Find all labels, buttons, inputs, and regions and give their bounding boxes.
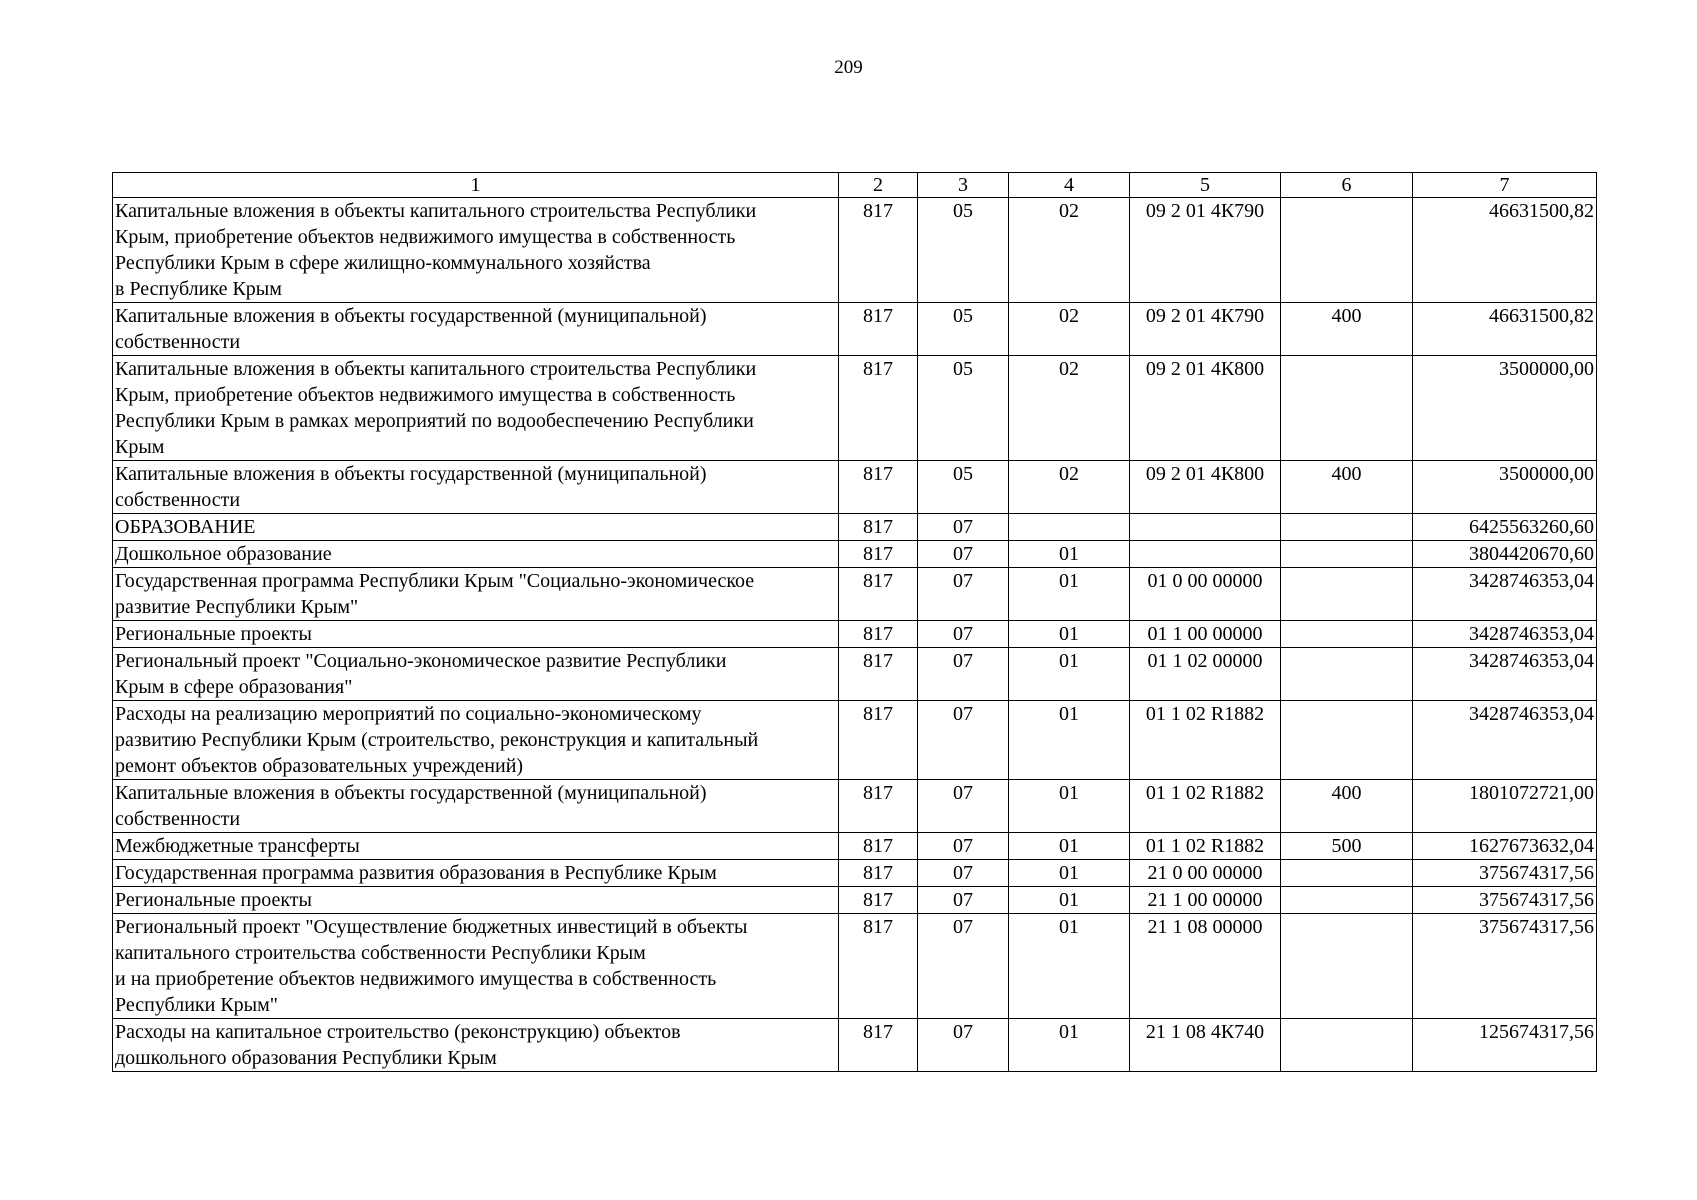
subsection-cell: 02 [1009, 461, 1130, 514]
name-cell: Региональный проект "Социально-экономическое развитие Республики Крым в сфере образования" [113, 648, 839, 701]
name-cell: Капитальные вложения в объекты государственной (муниципальной) собственности [113, 461, 839, 514]
target-article-cell: 21 0 00 00000 [1130, 860, 1281, 887]
expense-type-cell [1281, 514, 1413, 541]
section-cell: 05 [918, 461, 1009, 514]
name-cell: Региональные проекты [113, 621, 839, 648]
name-cell: Капитальные вложения в объекты капитального строительства Республики Крым, приобретение объектов недвижимого имущества в собственность Республики Крым в рамках мероприятий по водообеспечению Республики Крым [113, 356, 839, 461]
gov-code-cell: 817 [839, 568, 918, 621]
expense-type-cell [1281, 887, 1413, 914]
amount-cell: 3428746353,04 [1413, 568, 1597, 621]
subsection-cell: 01 [1009, 701, 1130, 780]
table-row [113, 887, 1597, 914]
amount-cell: 3500000,00 [1413, 356, 1597, 461]
name-cell: Региональный проект "Осуществление бюджетных инвестиций в объекты капитального строительства собственности Республики Крым и на приобретение объектов недвижимого имущества в собственность Республики Крым" [113, 914, 839, 1019]
name-cell: Расходы на реализацию мероприятий по социально-экономическому развитию Республики Крым (строительство, реконструкция и капитальный ремонт объектов образовательных учреждений) [113, 701, 839, 780]
subsection-cell: 01 [1009, 914, 1130, 1019]
target-article-cell: 09 2 01 4К790 [1130, 198, 1281, 303]
subsection-cell: 01 [1009, 1019, 1130, 1072]
name-cell: Расходы на капитальное строительство (реконструкцию) объектов дошкольного образования Республики Крым [113, 1019, 839, 1072]
gov-code-cell: 817 [839, 1019, 918, 1072]
name-cell: Государственная программа развития образования в Республике Крым [113, 860, 839, 887]
table-row [113, 461, 1597, 514]
table-row [113, 914, 1597, 1019]
amount-cell: 3428746353,04 [1413, 621, 1597, 648]
column-header: 6 [1281, 173, 1413, 198]
amount-cell: 46631500,82 [1413, 198, 1597, 303]
expense-type-cell: 400 [1281, 780, 1413, 833]
subsection-cell: 01 [1009, 860, 1130, 887]
column-header: 3 [918, 173, 1009, 198]
target-article-cell: 21 1 08 00000 [1130, 914, 1281, 1019]
section-cell: 07 [918, 621, 1009, 648]
target-article-cell: 09 2 01 4К800 [1130, 461, 1281, 514]
table-row [113, 860, 1597, 887]
expense-type-cell [1281, 914, 1413, 1019]
target-article-cell: 01 1 02 R1882 [1130, 833, 1281, 860]
gov-code-cell: 817 [839, 887, 918, 914]
section-cell: 05 [918, 198, 1009, 303]
subsection-cell: 01 [1009, 780, 1130, 833]
target-article-cell: 01 1 02 R1882 [1130, 780, 1281, 833]
target-article-cell [1130, 541, 1281, 568]
expense-type-cell [1281, 860, 1413, 887]
name-cell: Государственная программа Республики Крым "Социально-экономическое развитие Республики Крым" [113, 568, 839, 621]
table-row [113, 356, 1597, 461]
table-row [113, 514, 1597, 541]
gov-code-cell: 817 [839, 198, 918, 303]
amount-cell: 1627673632,04 [1413, 833, 1597, 860]
column-header: 4 [1009, 173, 1130, 198]
gov-code-cell: 817 [839, 780, 918, 833]
section-cell: 07 [918, 541, 1009, 568]
budget-table [112, 172, 1597, 1072]
section-cell: 07 [918, 568, 1009, 621]
section-cell: 07 [918, 860, 1009, 887]
name-cell: Дошкольное образование [113, 541, 839, 568]
gov-code-cell: 817 [839, 541, 918, 568]
section-cell: 07 [918, 833, 1009, 860]
subsection-cell: 02 [1009, 303, 1130, 356]
target-article-cell: 01 1 00 00000 [1130, 621, 1281, 648]
expense-type-cell [1281, 356, 1413, 461]
gov-code-cell: 817 [839, 303, 918, 356]
gov-code-cell: 817 [839, 833, 918, 860]
expense-type-cell [1281, 198, 1413, 303]
table-row [113, 541, 1597, 568]
section-cell: 07 [918, 648, 1009, 701]
target-article-cell: 21 1 08 4К740 [1130, 1019, 1281, 1072]
subsection-cell: 02 [1009, 198, 1130, 303]
expense-type-cell [1281, 701, 1413, 780]
amount-cell: 375674317,56 [1413, 860, 1597, 887]
target-article-cell [1130, 514, 1281, 541]
name-cell: Региональные проекты [113, 887, 839, 914]
column-header: 5 [1130, 173, 1281, 198]
amount-cell: 375674317,56 [1413, 887, 1597, 914]
section-cell: 07 [918, 780, 1009, 833]
table-row [113, 648, 1597, 701]
target-article-cell: 01 1 02 R1882 [1130, 701, 1281, 780]
gov-code-cell: 817 [839, 514, 918, 541]
table-row [113, 833, 1597, 860]
table-body [113, 198, 1597, 1072]
table-row [113, 568, 1597, 621]
section-cell: 07 [918, 514, 1009, 541]
target-article-cell: 01 1 02 00000 [1130, 648, 1281, 701]
target-article-cell: 21 1 00 00000 [1130, 887, 1281, 914]
amount-cell: 1801072721,00 [1413, 780, 1597, 833]
name-cell: Межбюджетные трансферты [113, 833, 839, 860]
subsection-cell: 01 [1009, 648, 1130, 701]
gov-code-cell: 817 [839, 914, 918, 1019]
gov-code-cell: 817 [839, 860, 918, 887]
expense-type-cell: 400 [1281, 461, 1413, 514]
target-article-cell: 09 2 01 4К790 [1130, 303, 1281, 356]
section-cell: 07 [918, 1019, 1009, 1072]
expense-type-cell [1281, 621, 1413, 648]
expense-type-cell [1281, 1019, 1413, 1072]
section-cell: 07 [918, 701, 1009, 780]
gov-code-cell: 817 [839, 356, 918, 461]
amount-cell: 375674317,56 [1413, 914, 1597, 1019]
amount-cell: 46631500,82 [1413, 303, 1597, 356]
section-cell: 07 [918, 887, 1009, 914]
section-cell: 07 [918, 914, 1009, 1019]
target-article-cell: 09 2 01 4К800 [1130, 356, 1281, 461]
expense-type-cell [1281, 648, 1413, 701]
name-cell: ОБРАЗОВАНИЕ [113, 514, 839, 541]
subsection-cell: 01 [1009, 621, 1130, 648]
expense-type-cell: 500 [1281, 833, 1413, 860]
section-cell: 05 [918, 356, 1009, 461]
section-cell: 05 [918, 303, 1009, 356]
name-cell: Капитальные вложения в объекты государственной (муниципальной) собственности [113, 780, 839, 833]
amount-cell: 3428746353,04 [1413, 701, 1597, 780]
table-row [113, 303, 1597, 356]
column-header: 7 [1413, 173, 1597, 198]
amount-cell: 6425563260,60 [1413, 514, 1597, 541]
table-row [113, 1019, 1597, 1072]
table-row [113, 198, 1597, 303]
amount-cell: 3500000,00 [1413, 461, 1597, 514]
amount-cell: 3804420670,60 [1413, 541, 1597, 568]
subsection-cell: 01 [1009, 887, 1130, 914]
gov-code-cell: 817 [839, 648, 918, 701]
name-cell: Капитальные вложения в объекты государственной (муниципальной) собственности [113, 303, 839, 356]
table-row [113, 780, 1597, 833]
subsection-cell: 01 [1009, 541, 1130, 568]
page-number: 209 [834, 57, 863, 78]
gov-code-cell: 817 [839, 701, 918, 780]
gov-code-cell: 817 [839, 461, 918, 514]
subsection-cell: 01 [1009, 833, 1130, 860]
header-row [113, 173, 1597, 198]
expense-type-cell [1281, 568, 1413, 621]
table-row [113, 621, 1597, 648]
expense-type-cell: 400 [1281, 303, 1413, 356]
amount-cell: 125674317,56 [1413, 1019, 1597, 1072]
table-row [113, 701, 1597, 780]
subsection-cell: 01 [1009, 568, 1130, 621]
name-cell: Капитальные вложения в объекты капитального строительства Республики Крым, приобретение объектов недвижимого имущества в собственность Республики Крым в сфере жилищно-коммунального хозяйства в Республике Крым [113, 198, 839, 303]
subsection-cell: 02 [1009, 356, 1130, 461]
amount-cell: 3428746353,04 [1413, 648, 1597, 701]
column-header: 1 [113, 173, 839, 198]
target-article-cell: 01 0 00 00000 [1130, 568, 1281, 621]
subsection-cell [1009, 514, 1130, 541]
column-header: 2 [839, 173, 918, 198]
gov-code-cell: 817 [839, 621, 918, 648]
expense-type-cell [1281, 541, 1413, 568]
